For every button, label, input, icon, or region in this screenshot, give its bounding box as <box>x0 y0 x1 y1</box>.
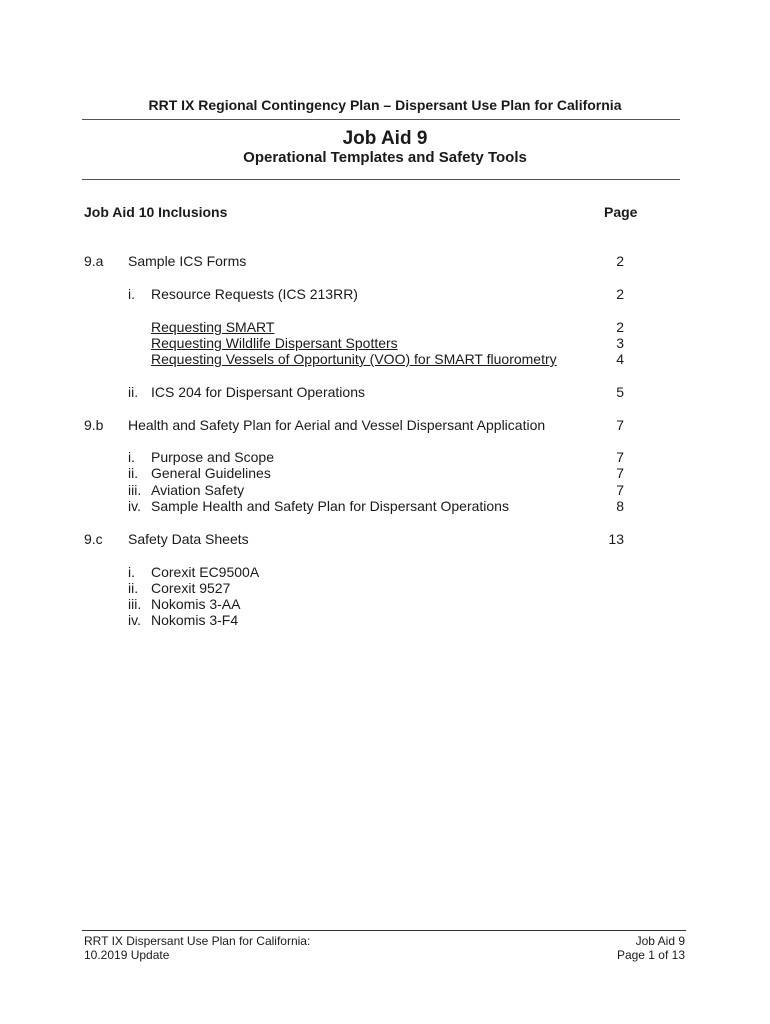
toc-link-voo[interactable]: Requesting Vessels of Opportunity (VOO) for SMART fluorometry <box>151 351 557 367</box>
item-page: 5 <box>616 384 624 400</box>
item-page: 8 <box>616 498 624 514</box>
item-page: 7 <box>616 465 624 481</box>
section-id: 9.c <box>84 531 103 547</box>
item-title: Nokomis 3-AA <box>151 596 241 612</box>
item-marker: i. <box>128 286 135 302</box>
item-marker: ii. <box>128 465 139 481</box>
section-title: Safety Data Sheets <box>128 531 249 547</box>
item-page: 2 <box>616 319 624 335</box>
item-marker: iv. <box>128 612 141 628</box>
item-title: Nokomis 3-F4 <box>151 612 239 628</box>
item-marker: iii. <box>128 596 142 612</box>
section-id: 9.b <box>84 417 104 433</box>
header-divider <box>82 119 680 120</box>
item-title: Aviation Safety <box>151 482 245 498</box>
item-page: 2 <box>616 286 624 302</box>
page-title: Job Aid 9 <box>342 128 428 149</box>
item-title: Sample Health and Safety Plan for Dispersant Operations <box>151 498 509 514</box>
toc-heading: Job Aid 10 Inclusions <box>84 204 228 220</box>
item-page: 4 <box>616 351 624 367</box>
page-subtitle: Operational Templates and Safety Tools <box>243 149 527 166</box>
toc-link-requesting-smart[interactable]: Requesting SMART <box>151 319 275 335</box>
footer-job-aid: Job Aid 9 <box>635 934 685 948</box>
running-title: RRT IX Regional Contingency Plan – Dispersant Use Plan for California <box>148 97 622 113</box>
item-title: Corexit EC9500A <box>151 564 260 580</box>
item-marker: ii. <box>128 580 139 596</box>
item-page: 3 <box>616 335 624 351</box>
item-title: Purpose and Scope <box>151 449 274 465</box>
footer-update: 10.2019 Update <box>84 948 170 962</box>
item-marker: i. <box>128 564 135 580</box>
item-marker: ii. <box>128 384 139 400</box>
section-title: Health and Safety Plan for Aerial and Vessel Dispersant Application <box>128 417 546 433</box>
toc-link-wildlife-spotters[interactable]: Requesting Wildlife Dispersant Spotters <box>151 335 398 351</box>
item-title: Corexit 9527 <box>151 580 231 596</box>
footer-doc-title: RRT IX Dispersant Use Plan for California: <box>84 934 311 948</box>
item-title: ICS 204 for Dispersant Operations <box>151 384 365 400</box>
item-title: Resource Requests (ICS 213RR) <box>151 286 358 302</box>
item-title: General Guidelines <box>151 465 271 481</box>
section-page: 13 <box>608 531 624 547</box>
footer-page-number: Page 1 of 13 <box>616 948 685 962</box>
item-marker: iv. <box>128 498 141 514</box>
section-id: 9.a <box>84 253 104 269</box>
section-page: 2 <box>616 253 624 269</box>
toc-page-heading: Page <box>604 204 638 220</box>
section-page: 7 <box>616 417 624 433</box>
item-marker: i. <box>128 449 135 465</box>
footer-divider <box>82 930 686 931</box>
title-divider <box>82 179 680 180</box>
item-marker: iii. <box>128 482 142 498</box>
item-page: 7 <box>616 449 624 465</box>
item-page: 7 <box>616 482 624 498</box>
section-title: Sample ICS Forms <box>128 253 247 269</box>
